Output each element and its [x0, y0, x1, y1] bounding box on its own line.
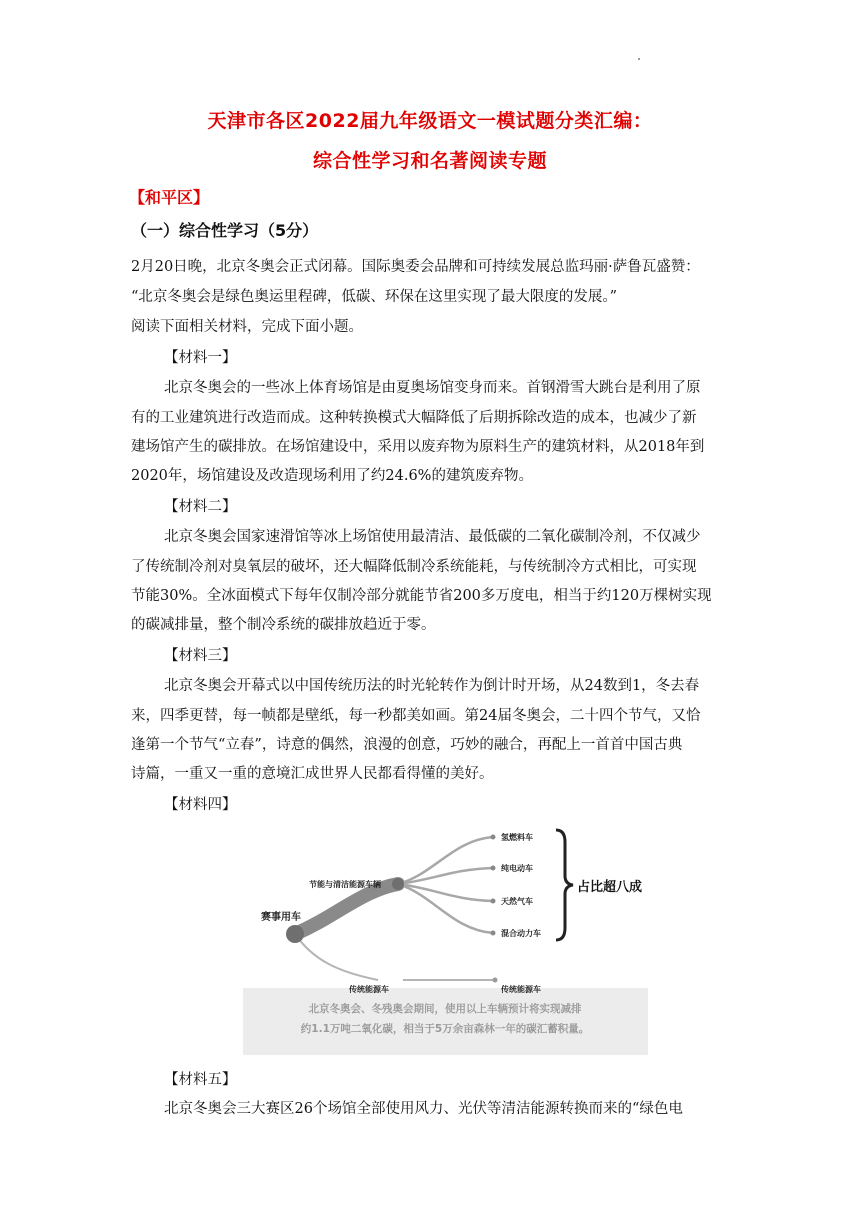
clean-branch-line — [295, 884, 398, 934]
leaf-label-2: 纯电动车 — [501, 864, 533, 873]
material3-line-2: 来，四季更替，每一帧都是壁纸，每一秒都美如画。第24届冬奥会，二十四个节气，又恰 — [131, 708, 701, 724]
intro-line-1: 2月20日晚，北京冬奥会正式闭幕。国际奥委会品牌和可持续发展总监玛丽·萨鲁瓦盛赞： — [131, 259, 700, 275]
material3-line-4: 诗篇，一重又一重的意境汇成世界人民都看得懂的美好。 — [131, 766, 494, 782]
root-node — [286, 925, 304, 943]
traditional-branch-line — [295, 934, 378, 980]
material5-heading: 【材料五】 — [164, 1072, 237, 1088]
brace-icon — [556, 830, 573, 940]
page-title-line1: 天津市各区2022届九年级语文一模试题分类汇编： — [207, 110, 653, 132]
material3-heading: 【材料三】 — [164, 648, 237, 664]
material2-line-4: 的碳减排量，整个制冷系统的碳排放趋近于零。 — [131, 617, 436, 633]
region-label: 【和平区】 — [129, 188, 210, 207]
material1-line-4: 2020年，场馆建设及改造现场利用了约24.6%的建筑废弃物。 — [131, 468, 533, 484]
material2-line-3: 节能30%。全冰面模式下每年仅制冷部分就能节省200多万度电，相当于约120万棵树实现 — [131, 588, 712, 604]
vehicle-diagram — [243, 820, 648, 1055]
leaf-line-1 — [398, 837, 493, 884]
leaf-line-4 — [398, 884, 493, 933]
caption-band — [243, 988, 648, 1055]
leaf-line-3 — [398, 884, 493, 901]
material3-line-3: 逢第一个节气“立春”，诗意的偶然，浪漫的创意，巧妙的融合，再配上一首首中国古典 — [131, 737, 683, 753]
material1-line-1: 北京冬奥会的一些冰上体育场馆是由夏奥场馆变身而来。首钢滑雪大跳台是利用了原 — [164, 380, 701, 396]
leaf-dot-1 — [491, 835, 496, 840]
leaf-dot-2 — [491, 866, 496, 871]
leaf-label-1: 氢燃料车 — [501, 833, 533, 842]
traditional-leaf-dot — [493, 978, 498, 983]
brace-label: 占比超八成 — [577, 880, 643, 895]
material1-line-2: 有的工业建筑进行改造而成。这种转换模式大幅降低了后期拆除改造的成本，也减少了新 — [131, 410, 697, 426]
caption-line-2: 约1.1万吨二氧化碳，相当于5万余亩森林一年的碳汇蓄积量。 — [300, 1023, 590, 1035]
leaf-label-3: 天然气车 — [501, 897, 533, 906]
material2-line-1: 北京冬奥会国家速滑馆等冰上场馆使用最清洁、最低碳的二氧化碳制冷剂，不仅减少 — [164, 529, 701, 545]
root-label: 赛事用车 — [261, 912, 301, 923]
material5-line-1: 北京冬奥会三大赛区26个场馆全部使用风力、光伏等清洁能源转换而来的“绿色电 — [164, 1101, 683, 1117]
material2-line-2: 了传统制冷剂对臭氧层的破坏，还大幅降低制冷系统能耗，与传统制冷方式相比，可实现 — [131, 559, 697, 575]
traditional-branch-label: 传统能源车 — [349, 985, 389, 994]
intro-line-2: “北京冬奥会是绿色奥运里程碑，低碳、环保在这里实现了最大限度的发展。” — [131, 289, 618, 305]
material1-line-3: 建场馆产生的碳排放。在场馆建设中，采用以废弃物为原料生产的建筑材料，从2018年到 — [131, 439, 705, 455]
section-title: （一）综合性学习（5分） — [131, 221, 319, 240]
material4-heading: 【材料四】 — [164, 797, 237, 813]
traditional-leaf-label: 传统能源车 — [501, 985, 541, 994]
page-dot — [638, 58, 640, 60]
intro-line-3: 阅读下面相关材料，完成下面小题。 — [131, 319, 363, 335]
material1-heading: 【材料一】 — [164, 350, 237, 366]
leaf-dot-3 — [491, 899, 496, 904]
leaf-line-2 — [398, 868, 493, 884]
material3-line-1: 北京冬奥会开幕式以中国传统历法的时光轮转作为倒计时开场，从24数到1，冬去春 — [164, 678, 700, 694]
page-title-line2: 综合性学习和名著阅读专题 — [312, 150, 547, 172]
clean-branch-label: 节能与清洁能源车辆 — [309, 880, 381, 889]
leaf-label-4: 混合动力车 — [501, 929, 541, 938]
material2-heading: 【材料二】 — [164, 499, 237, 515]
clean-node — [392, 878, 404, 890]
leaf-dot-4 — [491, 931, 496, 936]
caption-line-1: 北京冬奥会、冬残奥会期间，使用以上车辆预计将实现减排 — [308, 1003, 582, 1015]
